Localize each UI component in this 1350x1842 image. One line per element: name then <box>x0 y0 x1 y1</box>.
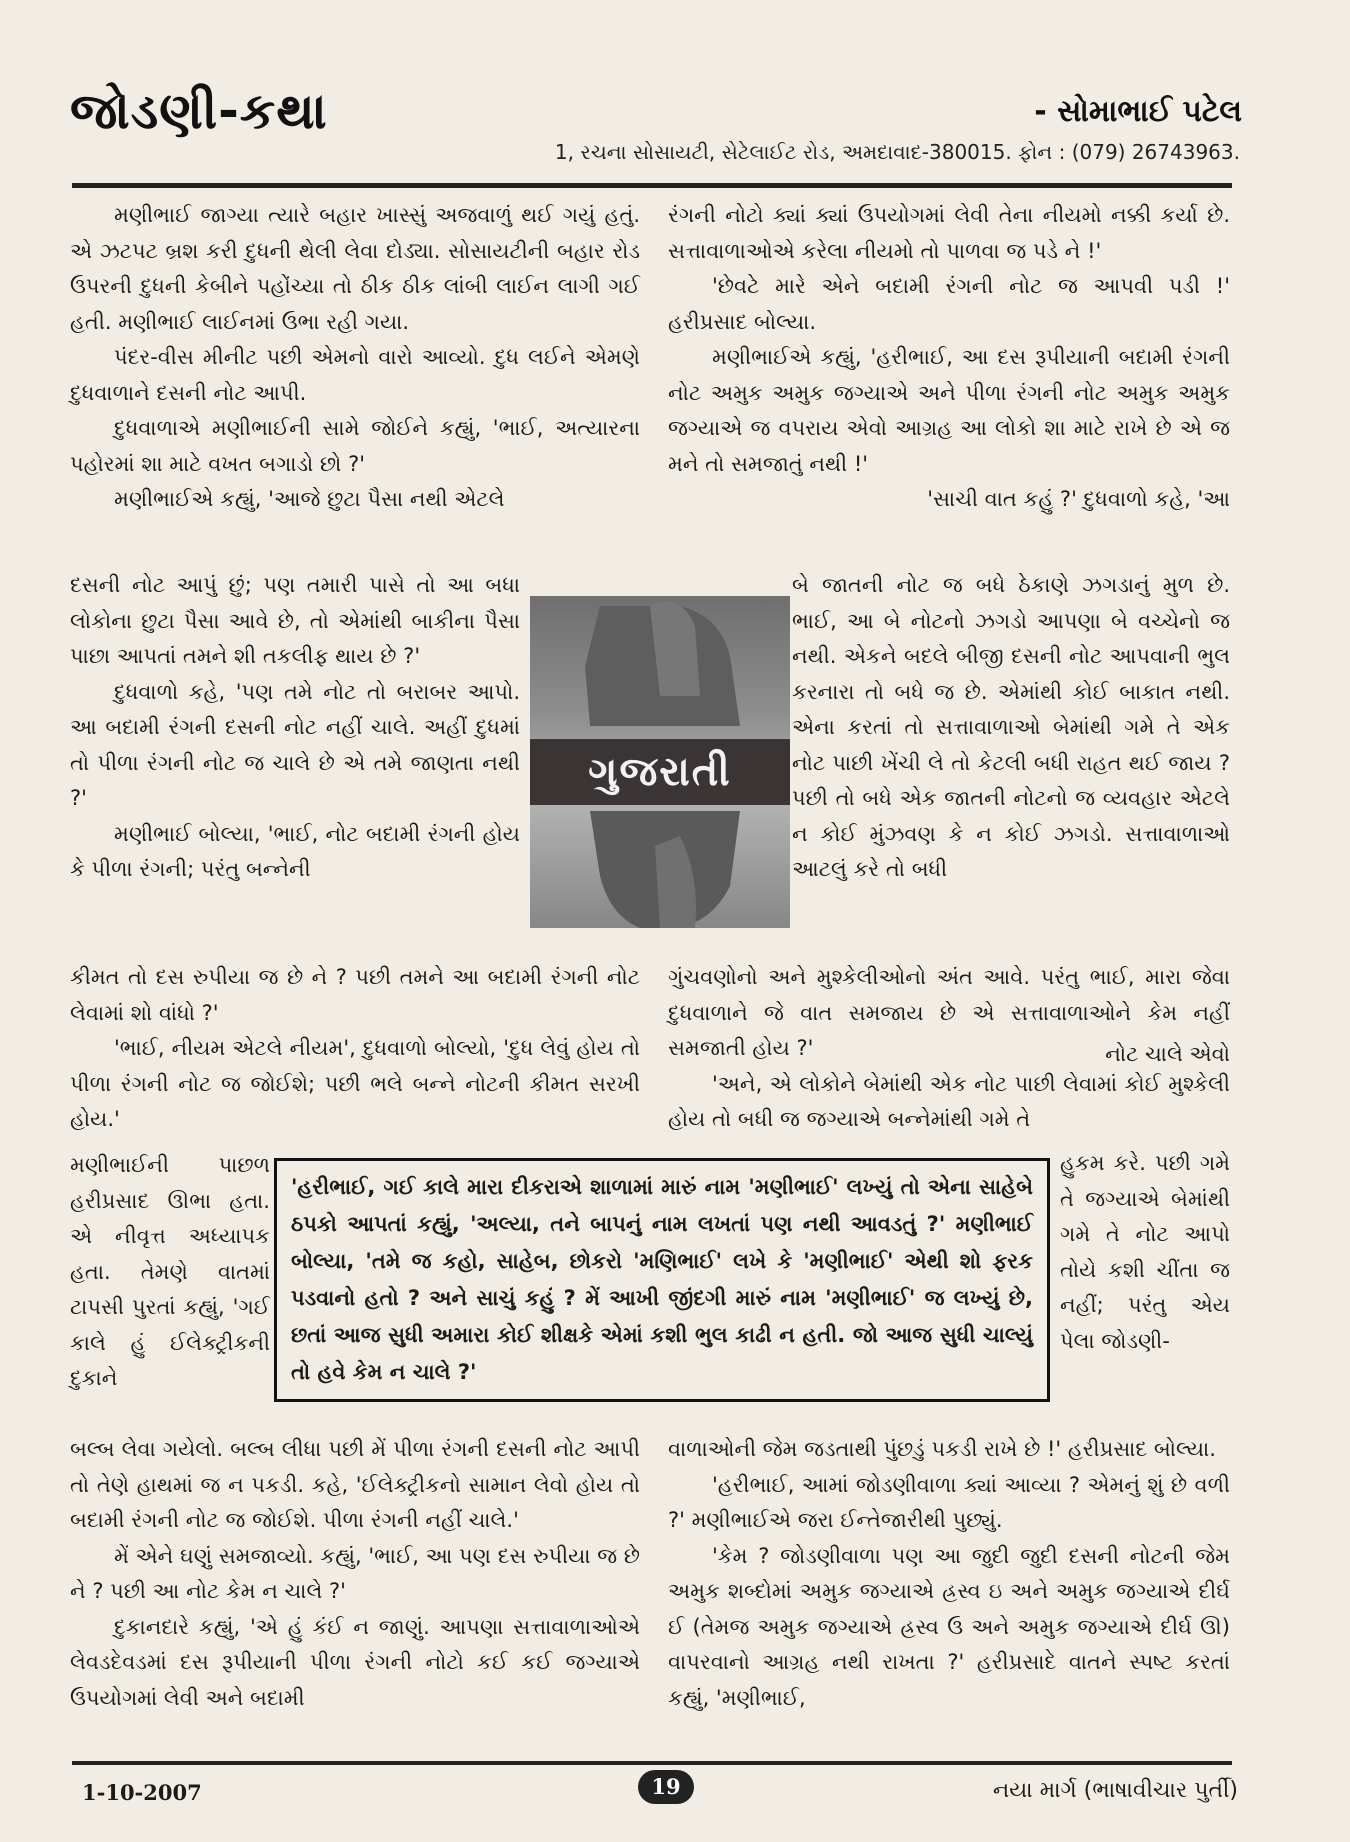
paragraph: બે જાતની નોટ જ બધે ઠેકાણે ઝગડાનું મુળ છે. ભાઈ, આ બે નોટનો ઝગડો આપણા બે વચ્ચેનો જ નથી. એકને બદલે બીજી દસની નોટ આપવાની ભુલ કરનારા તો બધે જ છે. એમાંથી કોઈ બાકાત નથી. એના કરતાં તો સત્તાવાળાઓ બેમાંથી ગમે તે એક નોટ પાછી ખેંચી લે તો કેટલી બધી રાહત થઈ જાય ? પછી તો બધે એક જાતની નોટનો જ વ્યવહાર એટલે ન કોઈ મુંઝવણ કે ન કોઈ ઝગડો. સત્તાવાળાઓ આટલું કરે તો બધી <box>792 573 1230 881</box>
thumbs-image <box>530 596 790 928</box>
paragraph: મણીભાઈએ કહ્યું, 'આજે છુટા પૈસા નથી એટલે <box>114 487 505 511</box>
header-divider <box>72 183 1232 188</box>
paragraph: 'કેમ ? જોડણીવાળા પણ આ જુદી જુદી દસની નોટની જેમ અમુક શબ્દોમાં અમુક જગ્યાએ હ્રસ્વ ઇ અને અમુક જગ્યાએ દીર્ઘ ઈ (તેમજ અમુક જગ્યાએ હ્રસ્વ ઉ અને અમુક જગ્યાએ દીર્ઘ ઊ) વાપરવાનો આગ્રહ નથી રાખતા ?' હરીપ્રસાદે વાતને સ્પષ્ટ કરતાં કહ્યું, 'મણીભાઈ, <box>668 1543 1230 1710</box>
paragraph: બલ્બ લેવા ગયેલો. બલ્બ લીધા પછી મેં પીળા રંગની દસની નોટ આપી તો તેણે હાથમાં જ ન પકડી. કહે, 'ઈલેક્ટ્રીકનો સામાન લેવો હોય તો બદામી રંગની નોટ જ જોઈશે. પીળા રંગની નહીં ચાલે.' <box>70 1437 640 1532</box>
column2-side <box>1060 1146 1230 1359</box>
author-name: - સોમાભાઈ પટેલ <box>1034 94 1242 129</box>
paragraph: 'છેવટે મારે એને બદામી રંગની નોટ જ આપવી પડી !' હરીપ્રસાદ બોલ્યા. <box>668 274 1230 334</box>
pull-quote-text: 'હરીભાઈ, ગઈ કાલે મારા દીકરાએ શાળામાં મારું નામ 'મણીભાઈ' લખ્યું તો એના સાહેબે ઠપકો આપતાં કહ્યું, 'અલ્યા, તને બાપનું નામ લખતાં પણ નથી આવડતું ?' મણીભાઈ બોલ્યા, 'તમે જ કહો, સાહેબ, છોકરો 'મણિભાઈ' લખે કે 'મણીભાઈ' એથી શો ફરક પડવાનો હતો ? અને સાચું કહું ? મેં આખી જીંદગી મારું નામ 'મણીભાઈ' જ લખ્યું છે, છતાં આજ સુધી અમારા કોઈ શીક્ષકે એમાં કશી ભુલ કાઢી ન હતી. જો આજ સુધી ચાલ્યું તો હવે કેમ ન ચાલે ?' <box>291 1175 1033 1384</box>
paragraph: વાળાઓની જેમ જડતાથી પુંછડું પકડી રાખે છે !' હરીપ્રસાદ બોલ્યા. <box>668 1437 1216 1461</box>
image-label: ગુજરાતી <box>530 739 790 805</box>
column1-side <box>70 1148 270 1397</box>
paragraph: મણીભાઈ જાગ્યા ત્યારે બહાર ખાસ્સું અજવાળું થઈ ગયું હતું. એ ઝટપટ બ્રશ કરી દુધની થેલી લેવા દોડ્યા. સોસાયટીની બહાર રોડ ઉપરની દુધની કેબીને પહોંચ્યા તો ઠીક ઠીક લાંબી લાઈન લાગી ગઈ હતી. મણીભાઈ લાઈનમાં ઉભા રહી ગયા. <box>70 203 640 334</box>
paragraph: દુધવાળો કહે, 'પણ તમે નોટ તો બરાબર આપો. આ બદામી રંગની દસની નોટ નહીં ચાલે. અહીં દુધમાં તો પીળા રંગની નોટ જ ચાલે છે એ તમે જાણતા નથી ?' <box>70 679 520 810</box>
paragraph: દસની નોટ આપું છું; પણ તમારી પાસે તો આ બધા લોકોના છુટા પૈસા આવે છે, તો એમાંથી બાકીના પૈસા પાછા આપતાં તમને શી તકલીફ થાય છે ?' <box>70 573 520 668</box>
pull-quote-box <box>274 1158 1050 1402</box>
author-address: 1, રચના સોસાયટી, સેટેલાઈટ રોડ, અમદાવાદ-380015. ફોન : (079) 26743963. <box>554 140 1240 164</box>
paragraph: હુકમ કરે. પછી ગમે તે જગ્યાએ બેમાંથી ગમે તે નોટ આપો તોયે કશી ચીંતા જ નહીં; પરંતુ એય પેલા જોડણી- <box>1060 1151 1230 1353</box>
paragraph: કીમત તો દસ રુપીયા જ છે ને ? પછી તમને આ બદામી રંગની નોટ લેવામાં શો વાંધો ?' <box>70 965 640 1025</box>
paragraph: નોટ ચાલે એવો <box>1105 1042 1230 1066</box>
footer-divider <box>72 1761 1232 1765</box>
paragraph: દુકાનદારે કહ્યું, 'એ હું કંઈ ન જાણું. આપણા સત્તાવાળાઓએ લેવડદેવડમાં દસ રૂપીયાની પીળા રંગની નોટો કઈ કઈ જગ્યાએ ઉપયોગમાં લેવી અને બદામી <box>70 1614 640 1710</box>
paragraph: મણીભાઈએ કહ્યું, 'હરીભાઈ, આ દસ રૂપીયાની બદામી રંગની નોટ અમુક અમુક જગ્યાએ અને પીળા રંગની નોટ અમુક અમુક જગ્યાએ જ વપરાય એવો આગ્રહ આ લોકો શા માટે રાખે છે એ જ મને તો સમજાતું નથી !' <box>668 345 1230 476</box>
page-number: 19 <box>638 1770 694 1804</box>
paragraph: 'હરીભાઈ, આમાં જોડણીવાળા ક્યાં આવ્યા ? એમનું શું છે વળી ?' મણીભાઈએ જરા ઈન્તેજારીથી પુછ્યું. <box>668 1472 1230 1532</box>
issue-date: 1-10-2007 <box>82 1780 202 1805</box>
column2-bottom <box>668 1432 1230 1716</box>
paragraph: દુધવાળાએ મણીભાઈની સામે જોઈને કહ્યું, 'ભાઈ, અત્યારના પહોરમાં શા માટે વખત બગાડો છો ?' <box>70 416 640 476</box>
column2-top <box>668 198 1230 518</box>
magazine-name: નયા માર્ગ (ભાષાવીચાર પુર્તી) <box>992 1778 1238 1803</box>
paragraph: 'અને, એ લોકોને બેમાંથી એક નોટ પાછી લેવામાં કોઈ મુશ્કેલી હોય તો બધી જ જગ્યાએ બન્નેમાંથી ગમે તે <box>668 1071 1230 1131</box>
paragraph: પંદર-વીસ મીનીટ પછી એમનો વારો આવ્યો. દુધ લઈને એમણે દુધવાળાને દસની નોટ આપી. <box>70 345 640 405</box>
column1-bottom <box>70 1432 640 1716</box>
paragraph: મેં એને ઘણું સમજાવ્યો. કહ્યું, 'ભાઈ, આ પણ દસ રુપીયા જ છે ને ? પછી આ નોટ કેમ ન ચાલે ?' <box>70 1543 640 1603</box>
paragraph: ગુંચવણોનો અને મુશ્કેલીઓનો અંત આવે. પરંતુ ભાઈ, મારા જેવા દુધવાળાને જે વાત સમજાય છે એ સત્તાવાળાઓને કેમ નહીં સમજાતી હોય ?' <box>668 965 1230 1060</box>
column1-top <box>70 198 640 518</box>
paragraph: મણીભાઈની પાછળ હરીપ્રસાદ ઊભા હતા. એ નીવૃત્ત અધ્યાપક હતા. તેમણે વાતમાં ટાપસી પુરતાં કહ્યું, 'ગઈ કાલે હું ઈલેક્ટ્રીકની દુકાને <box>70 1153 270 1390</box>
column1-middle <box>70 960 640 1138</box>
column1-wrap <box>70 568 520 888</box>
paragraph: મણીભાઈ બોલ્યા, 'ભાઈ, નોટ બદામી રંગની હોય કે પીળા રંગની; પરંતુ બન્નેની <box>70 821 520 881</box>
column2-line-end <box>668 1037 1230 1073</box>
paragraph: રંગની નોટો ક્યાં ક્યાં ઉપયોગમાં લેવી તેના નીયમો નક્કી કર્યા છે. સત્તાવાળાઓએ કરેલા નીયમો તો પાળવા જ પડે ને !' <box>668 203 1230 263</box>
column2-wrap <box>792 568 1230 888</box>
article-title: જોડણી-કથા <box>70 82 328 140</box>
paragraph: 'ભાઈ, નીયમ એટલે નીયમ', દુધવાળો બોલ્યો, 'દુધ લેવું હોય તો પીળા રંગની નોટ જ જોઈશે; પછી ભલે બન્ને નોટની કીમત સરખી હોય.' <box>70 1036 640 1131</box>
paragraph: 'સાચી વાત કહું ?' દુધવાળો કહે, 'આ <box>927 487 1230 511</box>
